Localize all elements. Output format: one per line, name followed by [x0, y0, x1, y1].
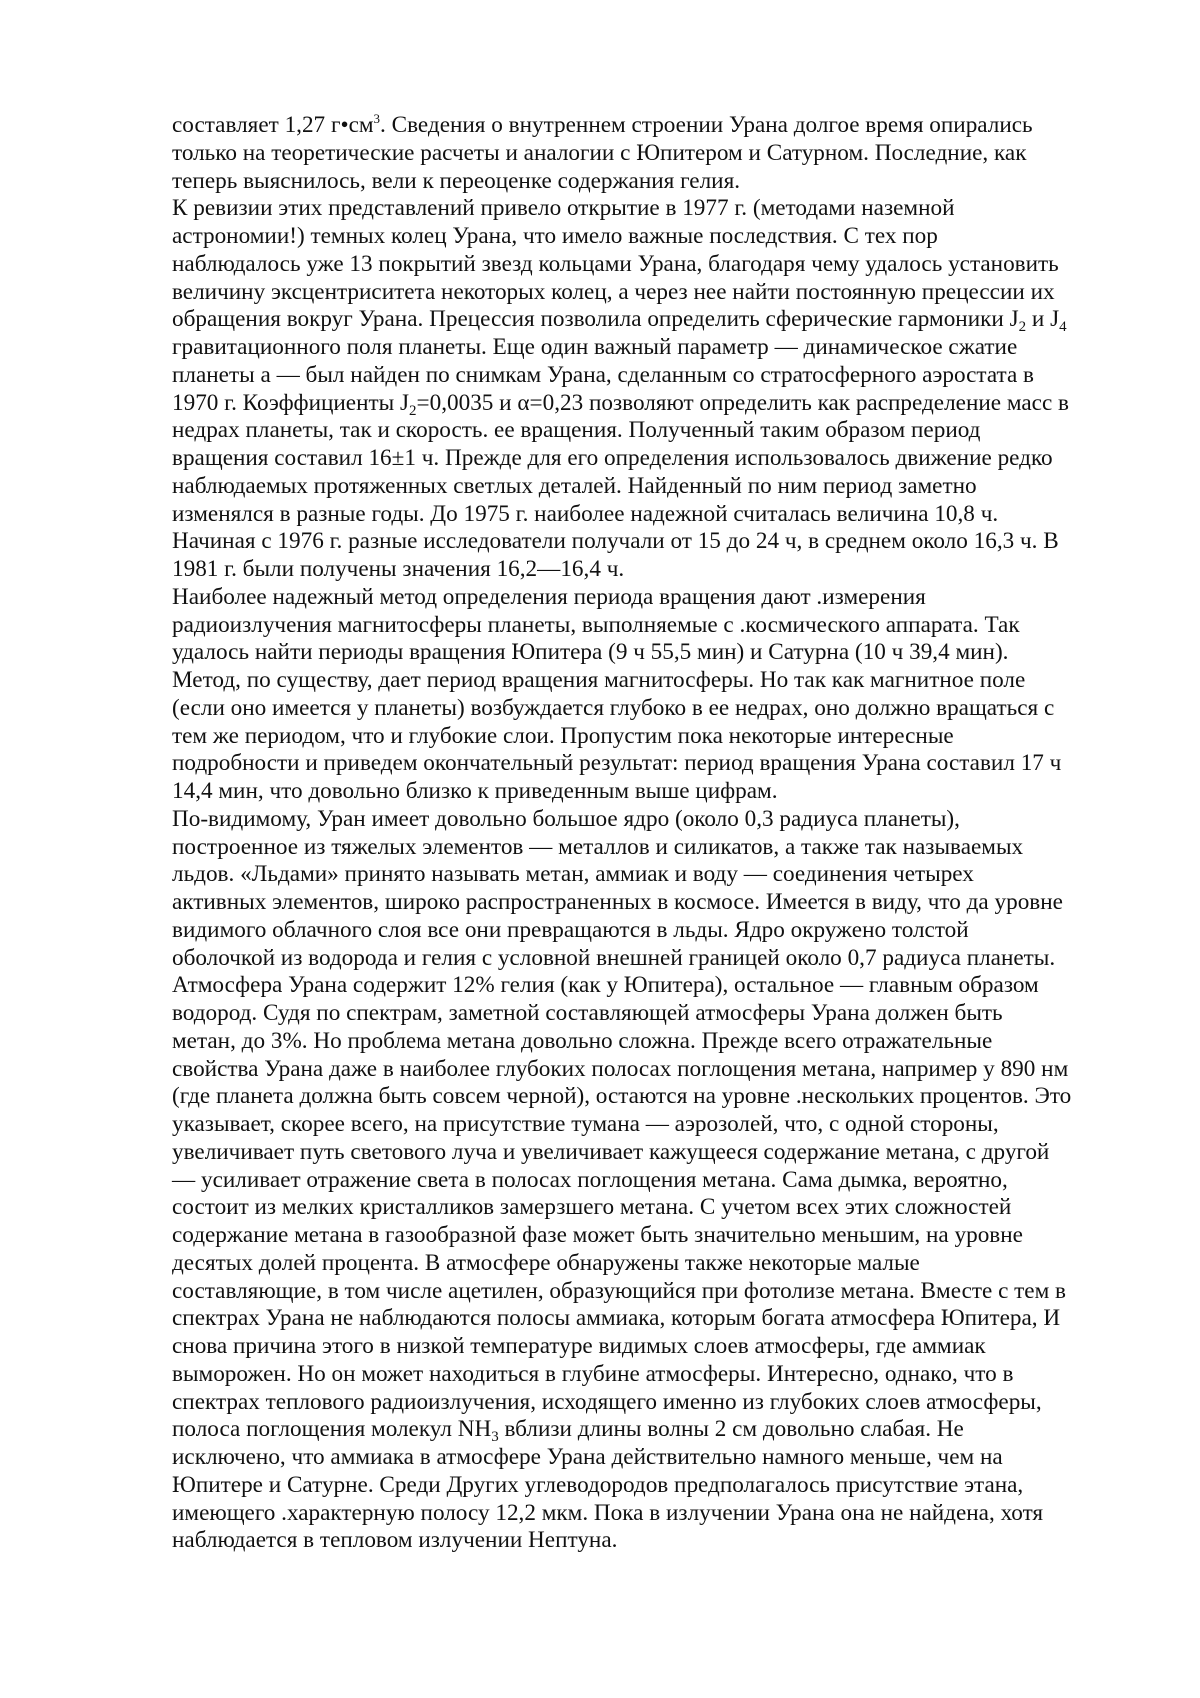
text-run: планеты а — был найден по снимкам Урана, сделанным со стратосферного аэростата в: [172, 361, 1034, 388]
paragraph: [172, 806, 1132, 1555]
subscript: 4: [1059, 319, 1067, 336]
text-run: Начиная с 1976 г. разные исследователи получали от 15 до 24 ч, в среднем около 16,3 ч. В: [172, 528, 1059, 555]
text-run: льдов. «Льдами» принято называть метан, аммиак и воду — соединения четырех: [172, 861, 974, 888]
text-run: подробности и приведем окончательный результат: период вращения Урана составил 17 ч: [172, 750, 1062, 777]
text-run: недрах планеты, так и скорость. ее вращения. Полученный таким образом период: [172, 417, 981, 444]
text-line: [172, 1167, 1132, 1195]
text-line: [172, 140, 1132, 168]
text-run: составляющие, в том числе ацетилен, образующийся при фотолизе метана. Вместе с тем в: [172, 1277, 1067, 1304]
text-run: увеличивает путь светового луча и увеличивает кажущееся содержание метана, с другой: [172, 1138, 1050, 1165]
text-line: [172, 223, 1132, 251]
text-line: [172, 1000, 1132, 1028]
text-run: водород. Судя по спектрам, заметной составляющей атмосферы Урана должен быть: [172, 1000, 1003, 1026]
text-run: 1970 г. Коэффициенты J: [172, 389, 410, 416]
text-run: состоит из мелких кристалликов замерзшего метана. С учетом всех этих сложностей: [172, 1194, 1012, 1221]
text-line: [172, 112, 1132, 140]
text-line: [172, 195, 1132, 223]
text-run: — усиливает отражение света в полосах поглощения метана. Сама дымка, вероятно,: [172, 1166, 1008, 1193]
text-line: [172, 473, 1132, 501]
text-run: гравитационного поля планеты. Еще один важный параметр — динамическое сжатие: [172, 334, 1018, 360]
superscript: 3: [373, 111, 381, 126]
text-line: [172, 1472, 1132, 1500]
text-line: [172, 1333, 1132, 1361]
text-line: [172, 972, 1132, 1000]
text-line: [172, 1361, 1132, 1389]
text-run: вращения составил 16±1 ч. Прежде для его определения использовалось движение редко: [172, 445, 1053, 471]
text-run: выморожен. Но он может находиться в глубине атмосферы. Интересно, однако, что в: [172, 1360, 1014, 1387]
text-run: Атмосфера Урана содержит 12% гелия (как у Юпитера), остальное — главным образом: [172, 972, 1039, 999]
text-run: и J: [1026, 306, 1060, 333]
text-line: [172, 639, 1132, 667]
text-line: [172, 695, 1132, 723]
text-run: составляет 1,27 г•см: [172, 112, 374, 138]
text-run: астрономии!) темных колец Урана, что имело важные последствия. С тех пор: [172, 223, 938, 249]
subscript: 2: [409, 402, 417, 419]
text-run: тем же периодом, что и глубокие слои. Пропустим пока некоторые интересные: [172, 722, 954, 749]
text-run: вблизи длины волны 2 см довольно слабая. Не: [498, 1416, 964, 1443]
text-run: активных элементов, широко распространенных в космосе. Имеется в виду, что да уровне: [172, 889, 1063, 915]
subscript: 3: [491, 1429, 499, 1446]
text-line: [172, 1056, 1132, 1084]
paragraph: [172, 584, 1132, 806]
text-run: содержание метана в газообразной фазе может быть значительно меньшим, на уровне: [172, 1222, 1023, 1248]
text-run: величину эксцентриситета некоторых колец, а через нее найти постоянную прецессии их: [172, 278, 1055, 305]
text-line: [172, 750, 1132, 778]
text-line: [172, 1389, 1132, 1417]
text-line: [172, 612, 1132, 640]
text-run: видимого облачного слоя все они превращаются в льды. Ядро окружено толстой: [172, 916, 969, 943]
text-run: Метод, по существу, дает период вращения магнитосферы. Но так как магнитное поле: [172, 667, 1026, 693]
text-run: наблюдается в тепловом излучении Нептуна.: [172, 1527, 618, 1554]
text-line: [172, 1194, 1132, 1222]
text-line: [172, 1278, 1132, 1306]
text-line: [172, 1305, 1132, 1333]
text-run: только на теоретические расчеты и аналогии с Юпитером и Сатурном. Последние, как: [172, 139, 1027, 166]
text-line: [172, 417, 1132, 445]
paragraph: [172, 195, 1132, 584]
text-line: [172, 806, 1132, 834]
text-run: радиоизлучения магнитосферы планеты, выполняемые с .космического аппарата. Так: [172, 611, 1020, 638]
text-line: [172, 723, 1132, 751]
text-line: [172, 834, 1132, 862]
text-run: полоса поглощения молекул NH: [172, 1416, 492, 1443]
text-line: [172, 168, 1132, 196]
text-run: удалось найти периоды вращения Юпитера (9 ч 55,5 мин) и Сатурна (10 ч 39,4 мин).: [172, 639, 1009, 666]
text-line: [172, 445, 1132, 473]
text-line: [172, 1222, 1132, 1250]
text-line: [172, 251, 1132, 279]
text-run: . Сведения о внутреннем строении Урана долгое время опирались: [380, 112, 1033, 138]
text-run: По-видимому, Уран имеет довольно большое ядро (около 0,3 радиуса планеты),: [172, 805, 960, 832]
text-line: [172, 501, 1132, 529]
document-page: [172, 112, 1132, 1555]
text-line: [172, 917, 1132, 945]
text-run: 14,4 мин, что довольно близко к приведенным выше цифрам.: [172, 778, 778, 804]
text-run: (где планета должна быть совсем черной), остаются на уровне .нескольких процентов. Это: [172, 1083, 1072, 1110]
text-run: указывает, скорее всего, на присутствие тумана — аэрозолей, что, с одной стороны,: [172, 1111, 999, 1137]
text-run: построенное из тяжелых элементов — металлов и силикатов, а также так называемых: [172, 833, 1024, 860]
text-run: спектрах Урана не наблюдаются полосы аммиака, которым богата атмосфера Юпитера, И: [172, 1305, 1061, 1332]
text-line: [172, 390, 1132, 418]
text-run: имеющего .характерную полосу 12,2 мкм. Пока в излучении Урана она не найдена, хотя: [172, 1499, 1044, 1526]
text-run: 1981 г. были получены значения 16,2—16,4 ч.: [172, 556, 625, 582]
subscript: 2: [1018, 319, 1027, 336]
text-line: [172, 1139, 1132, 1167]
text-line: [172, 528, 1132, 556]
text-run: исключено, что аммиака в атмосфере Урана действительно намного меньше, чем на: [172, 1444, 1003, 1470]
text-line: [172, 1083, 1132, 1111]
text-run: оболочкой из водорода и гелия с условной внешней границей около 0,7 радиуса планеты.: [172, 944, 1056, 971]
text-run: снова причина этого в низкой температуре видимых слоев атмосферы, где аммиак: [172, 1333, 986, 1359]
text-run: К ревизии этих представлений привело открытие в 1977 г. (методами наземной: [172, 195, 955, 222]
text-run: свойства Урана даже в наиболее глубоких полосах поглощения метана, например у 890 нм: [172, 1055, 1069, 1082]
text-run: спектрах теплового радиоизлучения, исходящего именно из глубоких слоев атмосферы,: [172, 1388, 1042, 1415]
text-line: [172, 279, 1132, 307]
text-line: [172, 861, 1132, 889]
text-run: наблюдалось уже 13 покрытий звезд кольцами Урана, благодаря чему удалось установить: [172, 250, 1059, 277]
text-line: [172, 1416, 1132, 1444]
text-run: теперь выяснилось, вели к переоценке содержания гелия.: [172, 167, 741, 194]
paragraph: [172, 112, 1132, 195]
text-run: изменялся в разные годы. До 1975 г. наиболее надежной считалась величина 10,8 ч.: [172, 500, 999, 527]
text-run: (если оно имеется у планеты) возбуждается глубоко в ее недрах, оно должно вращаться с: [172, 694, 1055, 721]
text-run: Юпитере и Сатурне. Среди Других углеводородов предполагалось присутствие этана,: [172, 1471, 1024, 1498]
text-line: [172, 556, 1132, 584]
text-line: [172, 778, 1132, 806]
text-line: [172, 945, 1132, 973]
text-run: десятых долей процента. В атмосфере обнаружены также некоторые малые: [172, 1249, 920, 1276]
text-line: [172, 334, 1132, 362]
text-line: [172, 362, 1132, 390]
text-run: метан, до 3%. Но проблема метана довольно сложна. Прежде всего отражательные: [172, 1027, 993, 1054]
text-line: [172, 1250, 1132, 1278]
text-line: [172, 889, 1132, 917]
text-run: обращения вокруг Урана. Прецессия позволила определить сферические гармоники J: [172, 306, 1019, 333]
text-line: [172, 306, 1132, 334]
text-run: Наиболее надежный метод определения периода вращения дают .измерения: [172, 583, 926, 610]
text-line: [172, 584, 1132, 612]
text-line: [172, 1500, 1132, 1528]
text-line: [172, 1527, 1132, 1555]
text-line: [172, 667, 1132, 695]
text-line: [172, 1111, 1132, 1139]
text-run: =0,0035 и α=0,23 позволяют определить как распределение масс в: [416, 389, 1069, 416]
text-line: [172, 1444, 1132, 1472]
text-run: наблюдаемых протяженных светлых деталей. Найденный по ним период заметно: [172, 472, 977, 499]
text-line: [172, 1028, 1132, 1056]
